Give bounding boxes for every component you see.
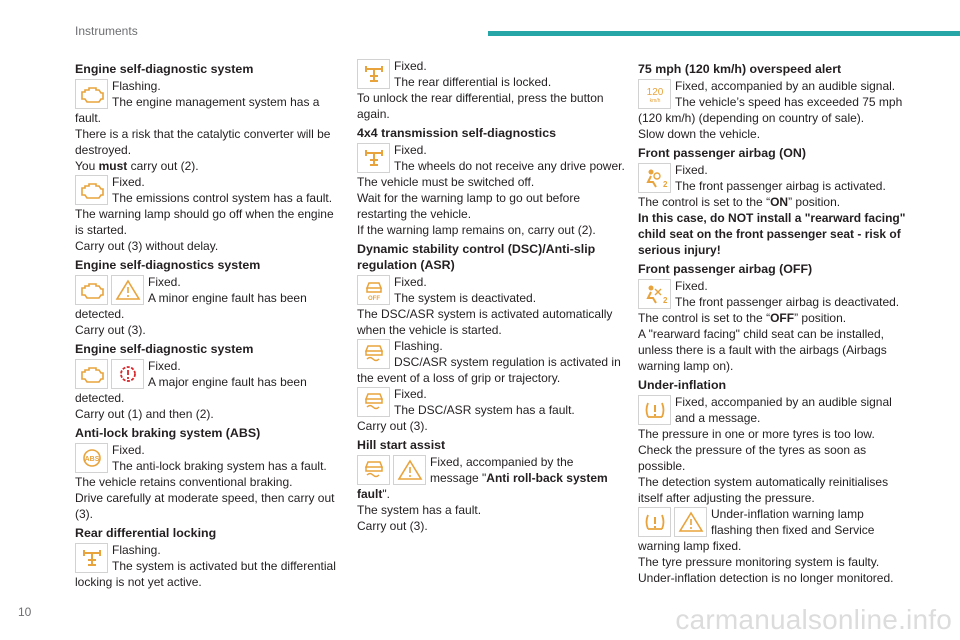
heading-engine-self-diagnostic: Engine self-diagnostic system: [75, 62, 254, 76]
icon-group: [75, 79, 108, 109]
icon-group: [75, 359, 144, 389]
icon-group: [357, 455, 426, 485]
warning-triangle-icon: [393, 455, 426, 485]
dsc-off-icon: [357, 275, 390, 305]
heading-under-inflation: Under-inflation: [638, 378, 727, 392]
differential-lock-icon: [75, 543, 108, 573]
heading-dsc-asr: Dynamic stability control (DSC)/Anti-slip regulation (ASR): [357, 242, 596, 272]
svg-text:120: 120: [646, 87, 663, 98]
svg-text:OFF: OFF: [367, 296, 380, 301]
icon-group: [357, 387, 390, 417]
watermark: carmanualsonline.info: [675, 604, 952, 635]
icon-group: [638, 79, 671, 109]
icon-group: [357, 59, 390, 89]
stop-gear-icon: [111, 359, 144, 389]
section-title: Instruments: [75, 24, 138, 38]
heading-4x4-self-diagnostics: 4x4 transmission self-diagnostics: [357, 126, 557, 140]
heading-overspeed-alert: 75 mph (120 km/h) overspeed alert: [638, 62, 842, 76]
icon-group: [75, 275, 144, 305]
icon-group: [638, 507, 707, 537]
warning-triangle-icon: [674, 507, 707, 537]
tyre-pressure-icon: [638, 395, 671, 425]
heading-abs: Anti-lock braking system (ABS): [75, 426, 261, 440]
airbag-on-icon: [638, 163, 671, 193]
engine-icon: [75, 275, 108, 305]
dsc-skid-icon: [357, 339, 390, 369]
svg-text:2: 2: [662, 296, 667, 305]
column-1: Engine self-diagnostic system Flashing. The engine management system has a fault. There is a risk that the catalytic converter will be destroyed. You must carry out (2). Fixed. The emissions control system has a fault. The warning lamp should go off when the engine is started. Carry out (3) without delay. Engine self-diagnostics system Fixed. A minor engine fault has been detected. Carry out (3). Engine self-diagnostic system Fixed. A major engine fault has been detected. Carry out (1) and then (2). Anti-lock braking system (ABS) ABS Fixed. The anti-lock braking system has a fault. The vehicle retains conventional braking. Drive carefully at moderate speed, then carry out (3). Rear differential locking Flashing. The system is activated but the differential locking is not yet active.: [75, 58, 343, 590]
icon-group: [357, 275, 390, 305]
icon-group: [638, 279, 671, 309]
warning-triangle-icon: [111, 275, 144, 305]
engine-icon: [75, 359, 108, 389]
airbag-off-icon: [638, 279, 671, 309]
abs-icon: [75, 443, 108, 473]
svg-text:2: 2: [662, 180, 667, 189]
speed-120-icon: [638, 79, 671, 109]
heading-engine-self-diagnostics: Engine self-diagnostics system: [75, 258, 261, 272]
differential-lock-icon: [357, 59, 390, 89]
heading-engine-self-diagnostic-major: Engine self-diagnostic system: [75, 342, 254, 356]
heading-rear-differential: Rear differential locking: [75, 526, 217, 540]
header-accent-bar: [488, 31, 960, 36]
dsc-skid-icon: [357, 387, 390, 417]
4x4-transmission-icon: [357, 143, 390, 173]
icon-group: [75, 543, 108, 573]
svg-text:km/h: km/h: [649, 98, 660, 104]
column-3: 75 mph (120 km/h) overspeed alert 120 km/h Fixed, accompanied by an audible signal. The vehicle’s speed has exceeded 75 mph (120 km/h) (depending on country of sale). Slow down the vehicle. Front passenger airbag (ON) 2 Fixed. The front passenger airbag is activated. The control is set to the “ON” position. In this case, do NOT install a "rearward facing" child seat on the front passenger seat - risk of serious injury! Front passenger airbag (OFF) 2 Fixed. The front passenger airbag is deactivated. The control is set to the “OFF” position. A "rearward facing" child seat can be installed, unless there is a fault with the airbags (Airbags warning lamp on). Under-inflation Fixed, accompanied by an audible signal and a message. The pressure in one or more tyres is too low. Check the pressure of the tyres as soon as possible. The detection system automatically reinitialises itself after adjusting the pressure. Under-inflation warning lamp flashing then fixed and Service warning lamp fixed. The tyre pressure monitoring system is faulty. Under-inflation detection is no longer monitored.: [638, 62, 906, 585]
column-2: Fixed. The rear differential is locked. To unlock the rear differential, press the button again. 4x4 transmission self-diagnostics Fixed. The wheels do not receive any drive power. The vehicle must be switched off. Wait for the warning lamp to go out before restarting the vehicle. If the warning lamp remains on, carry out (2). Dynamic stability control (DSC)/Anti-slip regulation (ASR) OFF Fixed. The system is deactivated. The DSC/ASR system is activated automatically when the vehicle is started. Flashing. DSC/ASR system regulation is activated in the event of a loss of grip or trajectory. Fixed. The DSC/ASR system has a fault. Carry out (3). Hill start assist Fixed, accompanied by the message "Anti roll-back system fault". The system has a fault. Carry out (3).: [357, 59, 625, 533]
engine-icon: [75, 175, 108, 205]
engine-icon: [75, 79, 108, 109]
svg-text:ABS: ABS: [84, 456, 99, 463]
icon-group: [75, 175, 108, 205]
heading-airbag-on: Front passenger airbag (ON): [638, 146, 806, 160]
icon-group: [638, 163, 671, 193]
icon-group: [357, 143, 390, 173]
icon-group: [75, 443, 108, 473]
icon-group: [638, 395, 671, 425]
heading-airbag-off: Front passenger airbag (OFF): [638, 262, 813, 276]
tyre-pressure-icon: [638, 507, 671, 537]
heading-hill-start-assist: Hill start assist: [357, 438, 446, 452]
icon-group: [357, 339, 390, 369]
page-number: 10: [18, 605, 32, 619]
dsc-skid-icon: [357, 455, 390, 485]
